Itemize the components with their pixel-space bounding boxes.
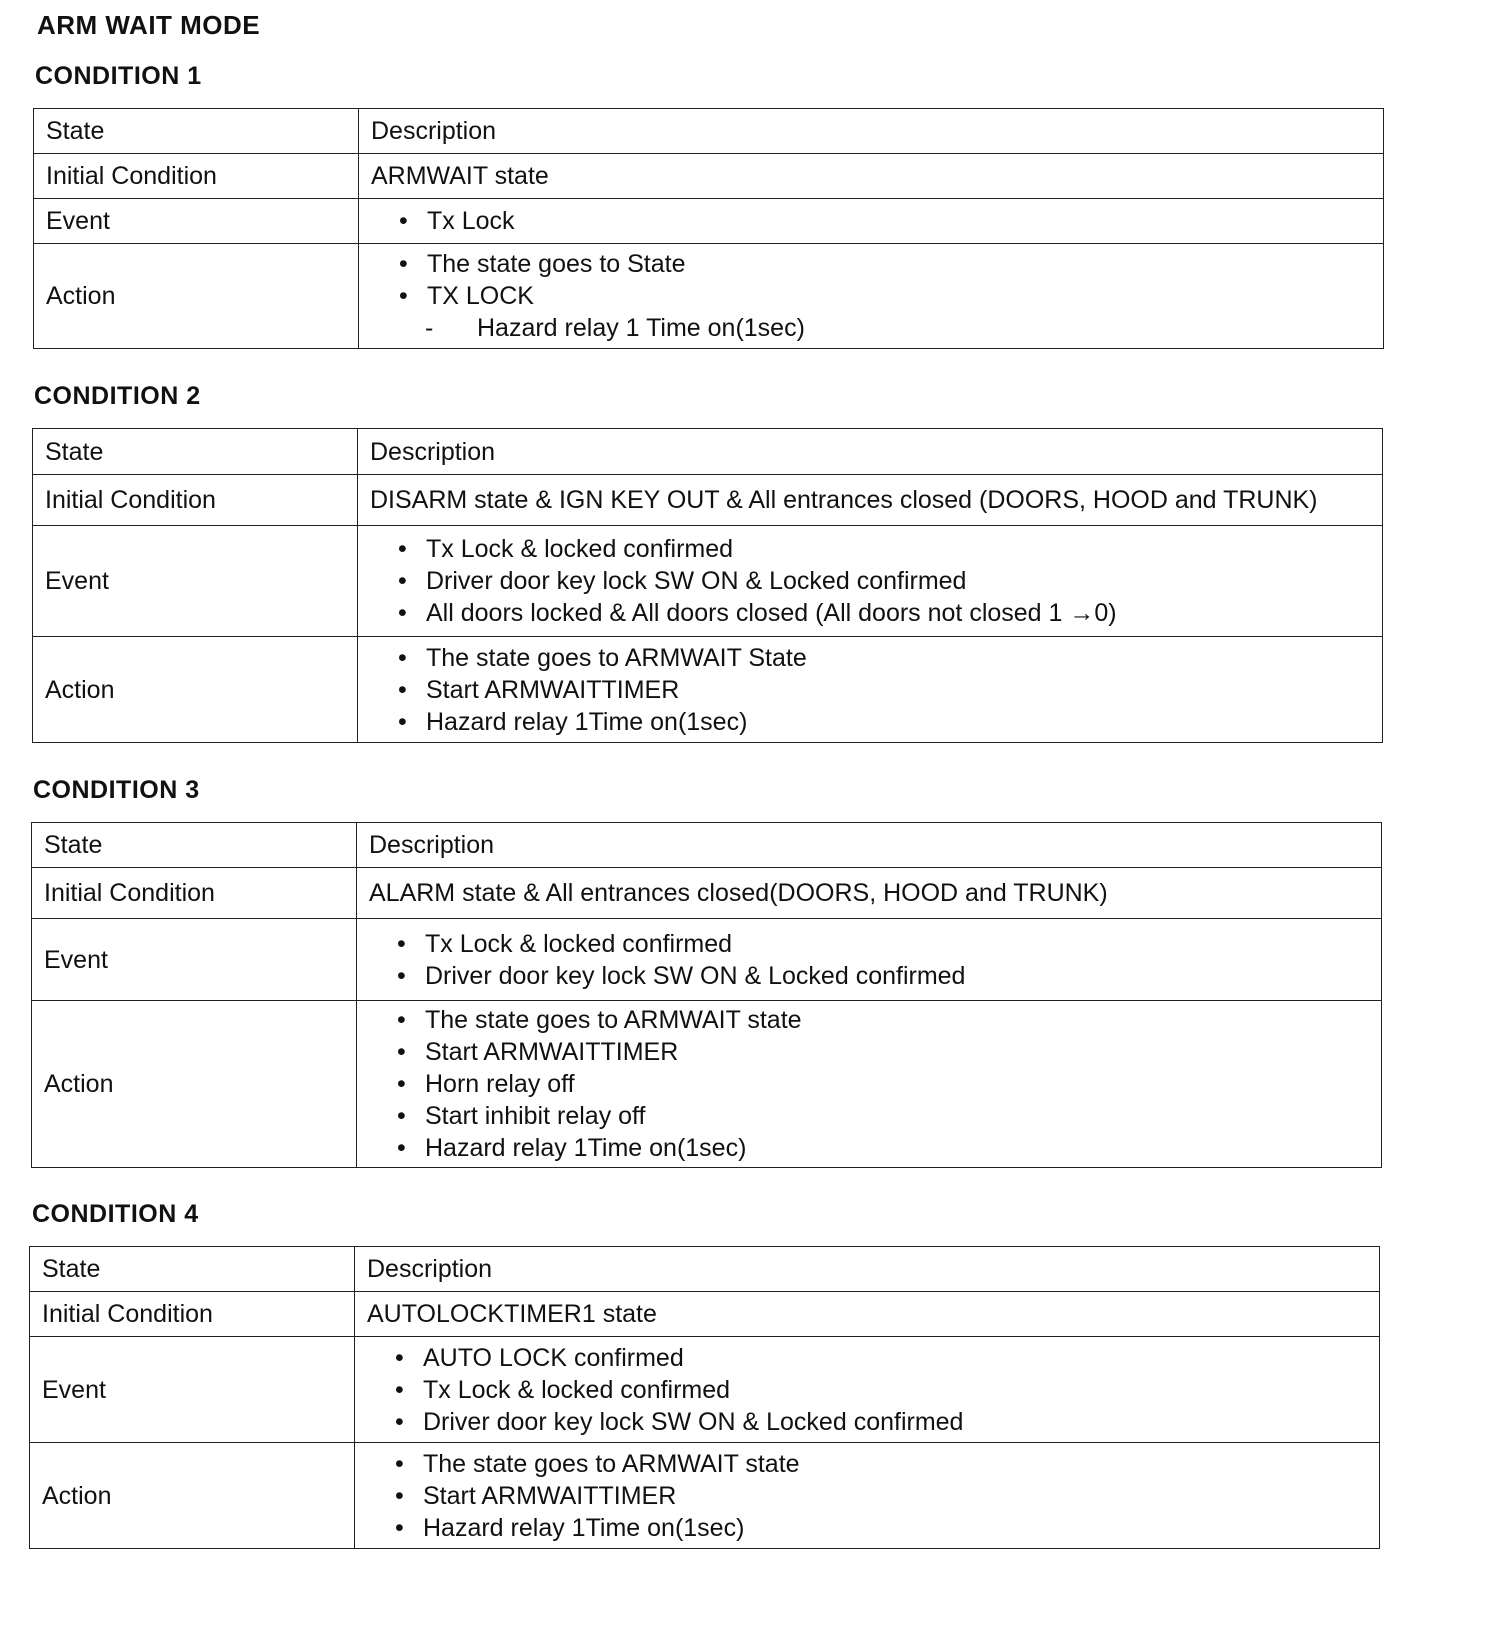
event-label: Event (34, 199, 359, 244)
event-list (371, 205, 1371, 237)
event-label: Event (32, 919, 357, 1001)
action-list-cell (358, 637, 1383, 743)
header-description: Description (357, 823, 1382, 868)
event-list-cell (355, 1337, 1380, 1443)
list-item: • TX LOCK (397, 280, 1371, 312)
action-label: Action (33, 637, 358, 743)
table-header-row (34, 109, 1384, 154)
list-item: • The state goes to ARMWAIT state (393, 1448, 1367, 1480)
condition-2-heading: CONDITION 2 (34, 382, 201, 410)
initial-condition-value: ARMWAIT state (359, 154, 1384, 199)
list-item: • Driver door key lock SW ON & Locked confirmed (396, 565, 1370, 597)
header-state: State (32, 823, 357, 868)
header-description: Description (358, 429, 1383, 475)
action-list (371, 248, 1371, 312)
action-list (370, 642, 1370, 738)
action-row (34, 244, 1384, 349)
sub-item-dash: - (425, 314, 434, 342)
initial-condition-label: Initial Condition (33, 475, 358, 526)
event-list (369, 928, 1369, 992)
table-header-row (33, 429, 1383, 475)
event-list-cell (358, 526, 1383, 637)
header-description: Description (359, 109, 1384, 154)
list-item: • Tx Lock & locked confirmed (393, 1374, 1367, 1406)
initial-condition-row (32, 868, 1382, 919)
header-state: State (33, 429, 358, 475)
initial-condition-label: Initial Condition (30, 1292, 355, 1337)
list-item: • Driver door key lock SW ON & Locked confirmed (393, 1406, 1367, 1438)
list-item: • Driver door key lock SW ON & Locked confirmed (395, 960, 1369, 992)
header-description: Description (355, 1247, 1380, 1292)
action-list-cell (357, 1001, 1382, 1168)
list-item: • Hazard relay 1Time on(1sec) (396, 706, 1370, 738)
list-item: • Start inhibit relay off (395, 1100, 1369, 1132)
list-item: • The state goes to ARMWAIT State (396, 642, 1370, 674)
condition-3-table (31, 822, 1382, 1168)
list-item: • Start ARMWAITTIMER (393, 1480, 1367, 1512)
event-row (34, 199, 1384, 244)
condition-1-table (33, 108, 1384, 349)
list-item: • Hazard relay 1Time on(1sec) (395, 1132, 1369, 1164)
event-label: Event (30, 1337, 355, 1443)
condition-4-heading: CONDITION 4 (32, 1200, 199, 1228)
header-state: State (30, 1247, 355, 1292)
action-row (33, 637, 1383, 743)
event-list-cell (359, 199, 1384, 244)
initial-condition-label: Initial Condition (32, 868, 357, 919)
event-row (32, 919, 1382, 1001)
event-list (367, 1342, 1367, 1438)
action-label: Action (34, 244, 359, 349)
condition-1-heading: CONDITION 1 (35, 62, 202, 90)
list-item: • Start ARMWAITTIMER (395, 1036, 1369, 1068)
initial-condition-row (33, 475, 1383, 526)
event-list (370, 533, 1370, 629)
list-item: • Hazard relay 1Time on(1sec) (393, 1512, 1367, 1544)
action-list-cell (355, 1443, 1380, 1549)
event-row (33, 526, 1383, 637)
initial-condition-value: DISARM state & IGN KEY OUT & All entrances closed (DOORS, HOOD and TRUNK) (358, 475, 1383, 526)
header-state: State (34, 109, 359, 154)
event-row (30, 1337, 1380, 1443)
initial-condition-row (30, 1292, 1380, 1337)
list-item: • Tx Lock & locked confirmed (396, 533, 1370, 565)
action-label: Action (32, 1001, 357, 1168)
event-list-cell (357, 919, 1382, 1001)
list-item: • Tx Lock (397, 205, 1371, 237)
list-item: • The state goes to ARMWAIT state (395, 1004, 1369, 1036)
list-item: • Start ARMWAITTIMER (396, 674, 1370, 706)
list-item: • Horn relay off (395, 1068, 1369, 1100)
action-row (32, 1001, 1382, 1168)
action-row (30, 1443, 1380, 1549)
list-item: • All doors locked & All doors closed (All doors not closed 1 →0) (396, 597, 1370, 629)
action-list (367, 1448, 1367, 1544)
list-item: • The state goes to State (397, 248, 1371, 280)
table-header-row (30, 1247, 1380, 1292)
initial-condition-value: AUTOLOCKTIMER1 state (355, 1292, 1380, 1337)
list-item: • AUTO LOCK confirmed (393, 1342, 1367, 1374)
action-sub-item (371, 312, 1371, 344)
initial-condition-label: Initial Condition (34, 154, 359, 199)
action-label: Action (30, 1443, 355, 1549)
event-label: Event (33, 526, 358, 637)
sub-item-text: Hazard relay 1 Time on(1sec) (477, 314, 805, 342)
action-list-cell (359, 244, 1384, 349)
table-header-row (32, 823, 1382, 868)
page-title: ARM WAIT MODE (37, 10, 261, 40)
initial-condition-value: ALARM state & All entrances closed(DOORS, HOOD and TRUNK) (357, 868, 1382, 919)
condition-3-heading: CONDITION 3 (33, 776, 200, 804)
action-list (369, 1004, 1369, 1164)
list-item: • Tx Lock & locked confirmed (395, 928, 1369, 960)
condition-2-table (32, 428, 1383, 743)
condition-4-table (29, 1246, 1380, 1549)
initial-condition-row (34, 154, 1384, 199)
